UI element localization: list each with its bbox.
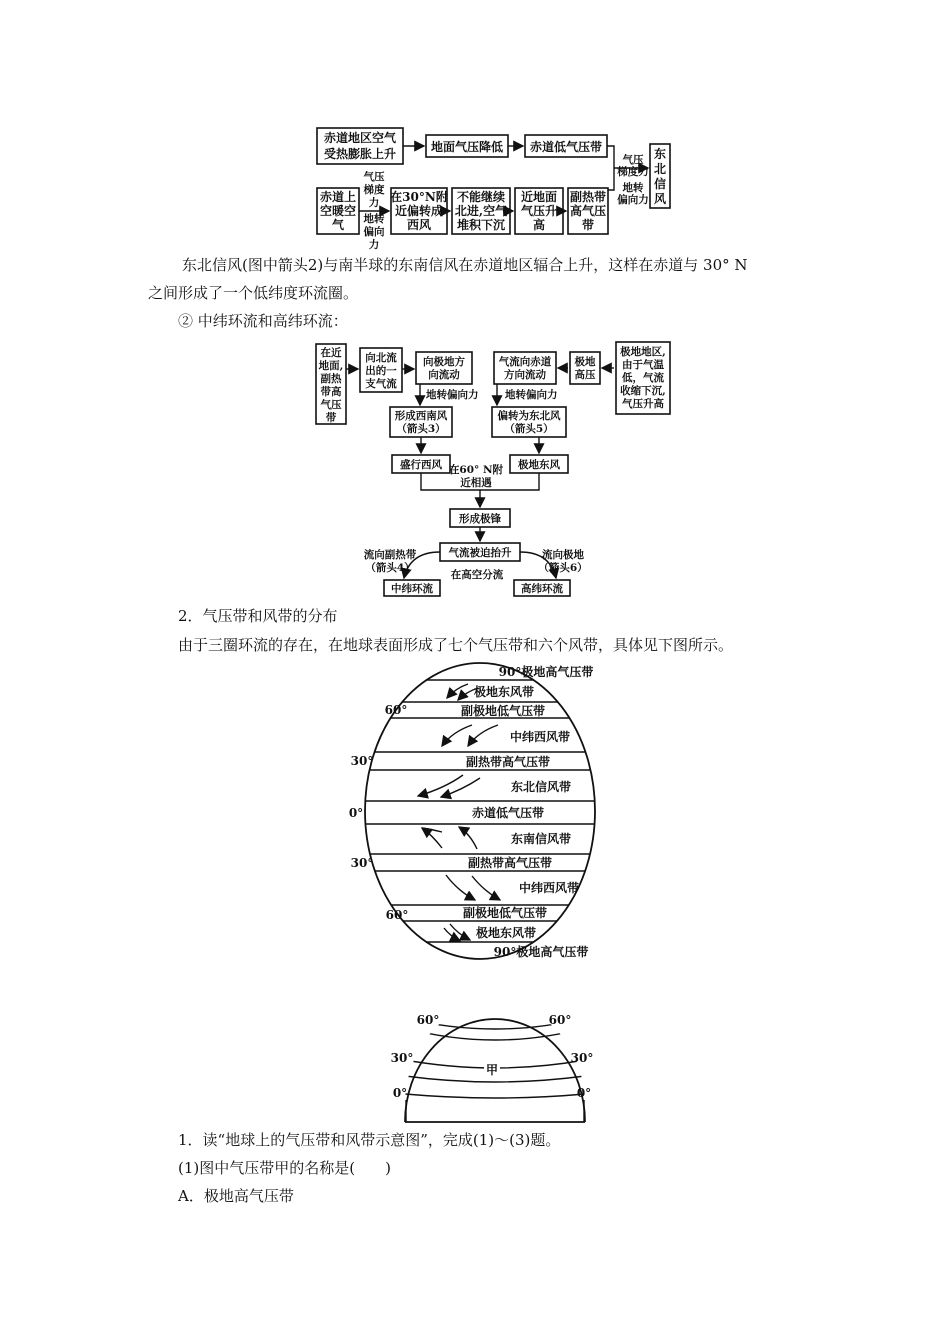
globe-belt-4: 副热带高气压带: [465, 755, 551, 769]
globe-belt-10: 副极地低气压带: [462, 906, 548, 920]
d2-r2-2: 高压: [574, 369, 596, 381]
d2-split-aloft: 在高空分流: [450, 569, 504, 581]
d1-top-box2: 地面气压降低: [430, 140, 504, 154]
d1-side-label-2: 梯度力: [617, 166, 649, 178]
globe-belt-11: 极地东风带: [475, 926, 537, 940]
para2: 由于三圈环流的存在，在地球表面形成了七个气压带和六个风带，具体见下图所示。: [178, 636, 734, 654]
d2-r3-2: 由于气温: [622, 359, 664, 371]
d2-east-wind-2: （箭头5）: [504, 423, 554, 435]
d2-to-subtropics-2: （箭头4）: [365, 562, 415, 574]
mid-high-latitude-circulation-flowchart: [316, 342, 670, 596]
small-belt-mark: 甲: [485, 1063, 499, 1077]
d2-coriolis-left: 地转偏向力: [426, 389, 479, 401]
d1-bot-lbl-b-2: 偏向: [363, 226, 385, 238]
globe-lat-60s: 60°: [385, 908, 409, 922]
d1-result-1: 东: [653, 147, 667, 161]
d1-bot-lbl-a-2: 梯度: [363, 184, 385, 196]
small-lat-60-right: 60°: [548, 1013, 572, 1027]
small-lat-60-left: 60°: [416, 1013, 440, 1027]
d1-top-box1-line2: 受热膨胀上升: [323, 147, 397, 161]
heading-mid-high-circulation: ② 中纬环流和高纬环流：: [178, 312, 348, 330]
d2-prevailing-westerlies: 盛行西风: [400, 459, 442, 471]
small-hemisphere-diagram: [391, 1013, 594, 1122]
d2-l3-1: 向极地方: [423, 356, 465, 368]
d2-l1-5: 气压: [320, 399, 342, 411]
d1-bot-lbl-b-1: 地转: [363, 213, 385, 225]
option-a: A．极地高气压带: [178, 1187, 294, 1205]
globe-belt-5: 东北信风带: [510, 780, 572, 794]
d2-r3-1: 极地地区,: [620, 346, 666, 358]
globe-belt-2: 副极地低气压带: [460, 704, 546, 718]
d1-bot-box5-2: 高气压: [569, 204, 607, 218]
d2-west-wind-1: 形成西南风: [394, 410, 448, 422]
small-lat-30-right: 30°: [570, 1051, 594, 1065]
d1-bot-box1-1: 赤道上: [319, 190, 357, 204]
d2-l3-2: 向流动: [428, 369, 460, 381]
d2-coriolis-right: 地转偏向力: [505, 389, 558, 401]
d2-polar-front: 形成极锋: [459, 513, 501, 525]
d1-bot-box4-2: 气压升: [520, 204, 558, 218]
d2-l1-1: 在近: [320, 347, 342, 359]
d1-bot-box5-1: 副热带: [569, 190, 607, 204]
d2-r1-2: 方向流动: [504, 369, 546, 381]
d2-to-pole-2: （箭头6）: [538, 562, 588, 574]
globe-bottom-label: 90°极地高气压带: [493, 945, 589, 959]
d1-side-label-3: 地转: [622, 182, 644, 194]
d2-mid-latitude-cell: 中纬环流: [391, 583, 433, 595]
d2-polar-easterlies: 极地东风: [518, 459, 560, 471]
d2-l1-4: 带高: [320, 386, 342, 398]
d1-bot-box4-1: 近地面: [520, 190, 558, 204]
d1-bot-lbl-a-3: 力: [368, 197, 380, 209]
d2-high-latitude-cell: 高纬环流: [521, 583, 563, 595]
d2-l1-6: 带: [325, 412, 337, 424]
d2-r3-3: 低，气流: [622, 372, 664, 384]
d2-to-subtropics-1: 流向副热带: [363, 549, 417, 561]
d1-bot-box1-2: 空暖空: [319, 204, 357, 218]
d1-bot-lbl-b-3: 力: [368, 239, 380, 251]
globe-lat-30n: 30°: [350, 754, 374, 768]
d2-r2-1: 极地: [574, 356, 596, 368]
question-1-1: (1)图中气压带甲的名称是( ): [178, 1159, 391, 1177]
globe-belt-1: 极地东风带: [473, 685, 535, 699]
d1-bot-box2-2: 近偏转成: [394, 204, 444, 218]
d2-r1-1: 气流向赤道: [498, 356, 552, 368]
d2-l2-2: 出的一: [365, 365, 397, 377]
d1-bot-box2-1: 在30°N附: [390, 190, 448, 204]
globe-belt-8: 副热带高气压带: [467, 856, 553, 870]
d1-result-2: 北: [653, 162, 667, 176]
globe-lat-60n: 60°: [384, 703, 408, 717]
d1-bot-lbl-a-1: 气压: [363, 171, 385, 183]
d2-to-pole-1: 流向极地: [542, 549, 584, 561]
d1-bot-box3-1: 不能继续: [456, 190, 506, 204]
d2-r3-5: 气压升高: [622, 398, 664, 410]
d2-meet-2: 近相遇: [460, 477, 492, 489]
d2-forced-lift: 气流被迫抬升: [448, 547, 512, 559]
pressure-wind-belts-globe: [340, 663, 620, 959]
globe-belt-3: 中纬西风带: [509, 730, 571, 744]
d2-l2-1: 向北流: [365, 352, 397, 364]
d1-side-label-4: 偏向力: [617, 194, 649, 206]
para1-line1: 东北信风(图中箭头2)与南半球的东南信风在赤道地区辐合上升，这样在赤道与 30° N: [182, 256, 748, 274]
d1-result-3: 信: [653, 177, 667, 191]
d2-west-wind-2: （箭头3）: [396, 423, 446, 435]
d2-l1-3: 副热: [320, 373, 342, 385]
d2-l1-2: 地面,: [318, 360, 344, 372]
globe-top-label: 90°极地高气压带: [498, 665, 594, 679]
d1-bot-box3-3: 堆积下沉: [456, 218, 506, 232]
d2-r3-4: 收缩下沉,: [620, 385, 666, 397]
d1-bot-box2-3: 西风: [406, 218, 432, 232]
d1-result-4: 风: [653, 192, 667, 206]
d2-l2-3: 支气流: [365, 378, 397, 390]
small-lat-30-left: 30°: [390, 1051, 414, 1065]
d1-bot-box1-3: 气: [331, 218, 345, 232]
d2-meet-1: 在60° N附: [448, 464, 504, 476]
globe-belt-6: 赤道低气压带: [471, 806, 545, 820]
d1-bot-box4-3: 高: [532, 218, 546, 232]
d1-side-label-1: 气压: [622, 154, 644, 166]
question-1: 1．读“地球上的气压带和风带示意图”，完成(1)～(3)题。: [178, 1131, 561, 1149]
d2-east-wind-1: 偏转为东北风: [497, 410, 561, 422]
d1-bot-box3-2: 北进,空气: [454, 204, 508, 218]
low-latitude-circulation-flowchart: [317, 128, 670, 251]
d1-top-box3: 赤道低气压带: [529, 140, 603, 154]
small-lat-0-left: 0°: [392, 1086, 408, 1100]
heading-section-2: 2．气压带和风带的分布: [178, 607, 338, 625]
globe-belt-7: 东南信风带: [510, 832, 572, 846]
globe-belt-9: 中纬西风带: [518, 881, 580, 895]
d1-bot-box5-3: 带: [581, 218, 595, 232]
para1-line2: 之间形成了一个低纬度环流圈。: [148, 284, 359, 302]
globe-lat-30s: 30°: [350, 856, 374, 870]
globe-lat-0: 0°: [348, 806, 364, 820]
d1-top-box1-line1: 赤道地区空气: [323, 131, 397, 145]
small-lat-0-right: 0°: [576, 1086, 592, 1100]
